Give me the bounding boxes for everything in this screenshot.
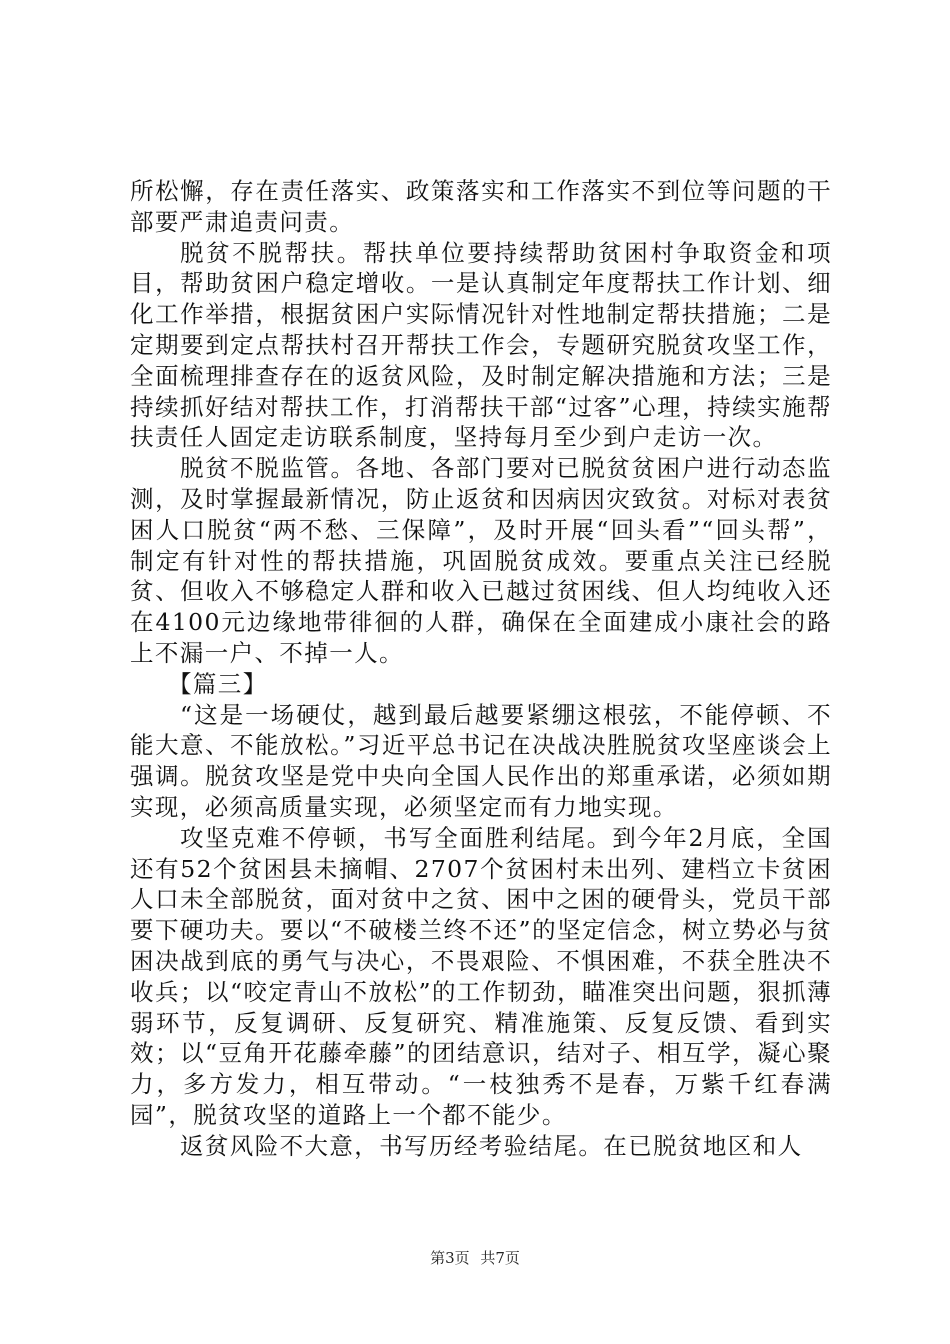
page-number: 第3页 (430, 1249, 470, 1267)
paragraph-continuation: 所松懈，存在责任落实、政策落实和工作落实不到位等问题的干部要严肃追责问责。 (130, 177, 832, 236)
page-total: 共7页 (480, 1249, 520, 1267)
paragraph-tackle: 攻坚克难不停顿，书写全面胜利结尾。到今年2月底，全国还有52个贫困县未摘帽、2707个贫困村未出列、建档立卡贫困人口未全部脱贫，面对贫中之贫、困中之困的硬骨头，党员干部要下硬功夫。要以“不破楼兰终不还”的坚定信念，树立势必与贫困决战到底的勇气与决心，不畏艰险、不惧困难，不获全胜决不收兵；以“咬定青山不放松”的工作韧劲，瞄准突出问题，狠抓薄弱环节，反复调研、反复研究、精准施策、反复反馈、看到实效；以“豆角开花藤牵藤”的团结意识，结对子、相互学，凝心聚力，多方发力，相互带动。“一枝独秀不是春，万紫千红春满园”，脱贫攻坚的道路上一个都不能少。 (130, 823, 832, 1129)
paragraph-quote: “这是一场硬仗，越到最后越要紧绷这根弦，不能停顿、不能大意、不能放松。”习近平总书记在决战决胜脱贫攻坚座谈会上强调。脱贫攻坚是党中央向全国人民作出的郑重承诺，必须如期实现，必须高质量实现，必须坚定而有力地实现。 (130, 700, 832, 821)
section-heading: 【篇三】 (168, 669, 268, 698)
paragraph-risk: 返贫风险不大意，书写历经考验结尾。在已脱贫地区和人 (180, 1131, 803, 1160)
paragraph-assistance: 脱贫不脱帮扶。帮扶单位要持续帮助贫困村争取资金和项目，帮助贫困户稳定增收。一是认真制定年度帮扶工作计划、细化工作举措，根据贫困户实际情况针对性地制定帮扶措施；二是定期要到定点帮扶村召开帮扶工作会，专题研究脱贫攻坚工作，全面梳理排查存在的返贫风险，及时制定解决措施和方法；三是持续抓好结对帮扶工作，打消帮扶干部“过客”心理，持续实施帮扶责任人固定走访联系制度，坚持每月至少到户走访一次。 (130, 238, 832, 452)
paragraph-supervision: 脱贫不脱监管。各地、各部门要对已脱贫贫困户进行动态监测，及时掌握最新情况，防止返贫和因病因灾致贫。对标对表贫困人口脱贫“两不愁、三保障”，及时开展“回头看”“回头帮”，制定有针对性的帮扶措施，巩固脱贫成效。要重点关注已经脱贫、但收入不够稳定人群和收入已越过贫困线、但人均纯收入还在4100元边缘地带徘徊的人群，确保在全面建成小康社会的路上不漏一户、不掉一人。 (130, 454, 832, 667)
page-footer (0, 1248, 950, 1268)
document-body (130, 176, 832, 1162)
